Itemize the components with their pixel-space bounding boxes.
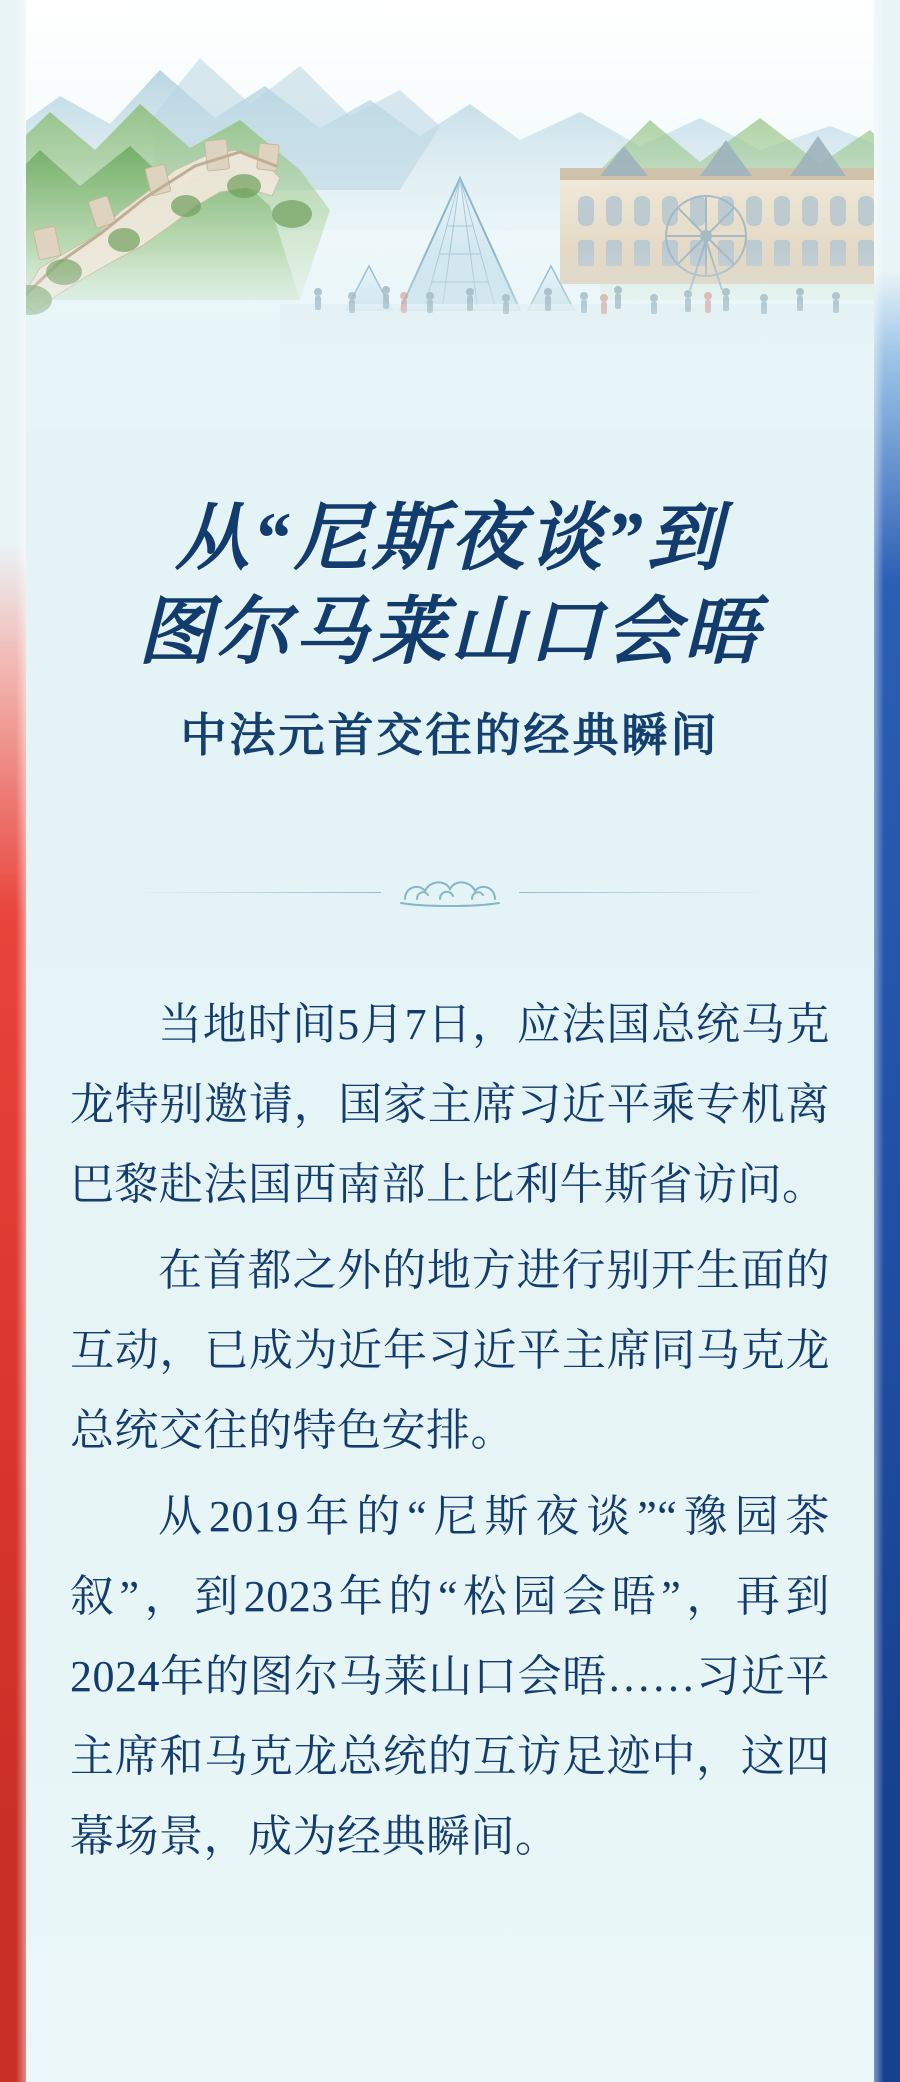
hero-illustration	[0, 0, 900, 430]
right-rail-highlight	[874, 0, 884, 2082]
paragraph-1: 当地时间5月7日，应法国总统马克龙特别邀请，国家主席习近平乘专机离巴黎赴法国西南部上比利牛斯省访问。	[70, 1000, 830, 1209]
article-body	[70, 985, 830, 1883]
divider-bar-right	[519, 892, 769, 893]
left-red-rail	[0, 0, 26, 2082]
title-line-2: 图尔马莱山口会晤	[138, 592, 762, 674]
section-divider	[0, 862, 900, 922]
paragraph-2: 在首都之外的地方进行别开生面的互动，已成为近年习近平主席同马克龙总统交往的特色安排。	[70, 1246, 830, 1455]
cloud-scroll-ornament-icon	[395, 869, 505, 916]
left-rail-highlight	[16, 0, 26, 2082]
right-blue-rail	[874, 0, 900, 2082]
paragraph-3: 从2019年的“尼斯夜谈”“豫园茶叙”，到2023年的“松园会晤”，再到2024年的图尔马莱山口会晤……习近平主席和马克龙总统的互访足迹中，这四幕场景，成为经典瞬间。	[70, 1492, 830, 1861]
subtitle: 中法元首交往的经典瞬间	[180, 710, 720, 761]
title-line-1: 从“尼斯夜谈”到	[175, 498, 725, 580]
title-block	[0, 492, 900, 766]
divider-bar-left	[131, 892, 381, 893]
